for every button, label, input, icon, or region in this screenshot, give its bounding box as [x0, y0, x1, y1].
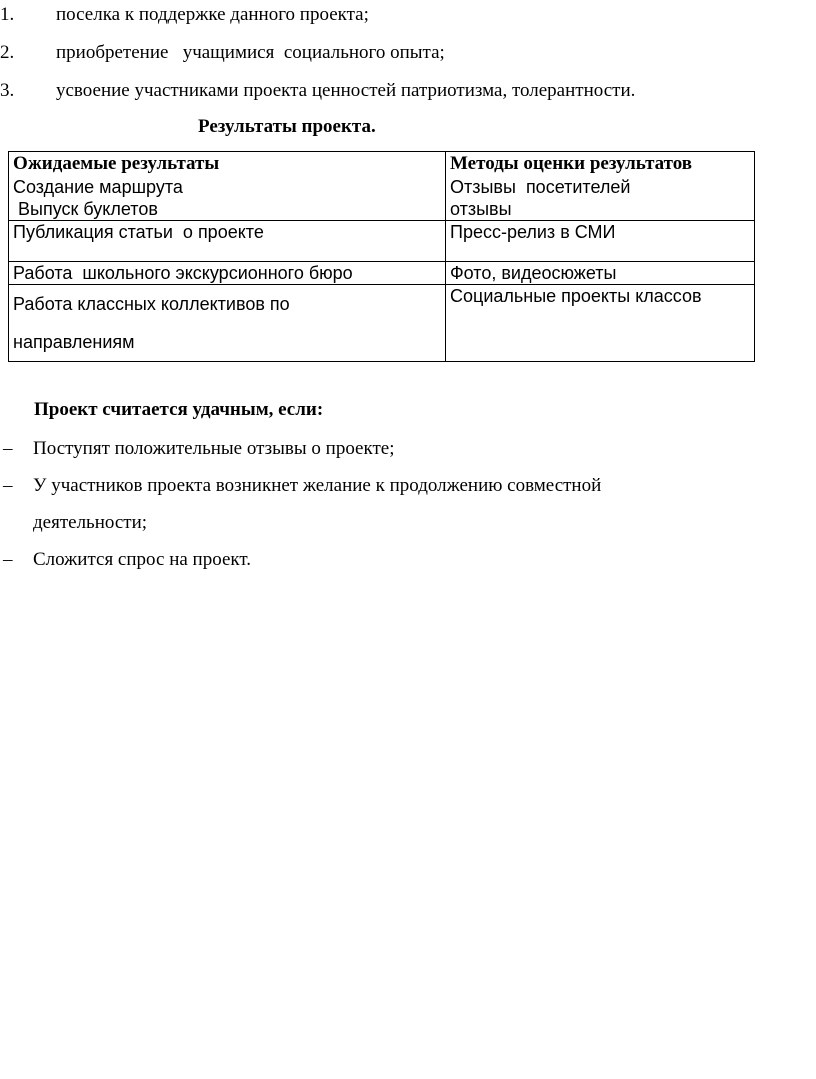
dash-bullet: –: [3, 475, 13, 496]
table-row: [9, 221, 755, 262]
list-item: [0, 467, 800, 541]
list-item: [0, 0, 800, 38]
table-cell: [9, 221, 446, 262]
list-number: 2.: [0, 42, 15, 63]
table-cell: Работа школьного экскурсионного бюро: [9, 262, 446, 285]
table-cell: Отзывы посетителей: [446, 176, 755, 198]
list-text: поселка к поддержке данного проекта;: [56, 4, 369, 25]
results-title: Результаты проекта.: [198, 116, 376, 137]
list-number: 1.: [0, 4, 15, 25]
table-row: [9, 198, 755, 221]
success-criteria-list: [0, 430, 800, 578]
list-item: [0, 541, 800, 578]
list-item: [0, 76, 800, 114]
table-cell-text: Работа классных коллективов по направлениям: [13, 294, 290, 352]
table-cell: отзывы: [446, 198, 755, 221]
list-text: У участников проекта возникнет желание к продолжению совместной деятельности;: [33, 475, 602, 533]
list-number: 3.: [0, 80, 15, 101]
table-header-row: [9, 152, 755, 177]
list-text: приобретение учащимися социального опыта;: [56, 42, 445, 63]
table-cell: Фото, видеосюжеты: [446, 262, 755, 285]
table-cell: Социальные проекты классов: [446, 285, 755, 362]
list-item: [0, 430, 800, 467]
table-cell-text: Публикация статьи о проекте: [13, 222, 264, 242]
header-expected-results: Ожидаемые результаты: [9, 152, 446, 177]
table-row: [9, 176, 755, 198]
list-text: усвоение участниками проекта ценностей патриотизма, толерантности.: [56, 80, 636, 101]
results-table: [8, 151, 755, 362]
table-cell: Создание маршрута: [9, 176, 446, 198]
table-cell: [9, 285, 446, 362]
table-cell-text: Пресс-релиз в СМИ: [450, 222, 616, 242]
table-cell: [446, 221, 755, 262]
table-row: [9, 262, 755, 285]
dash-bullet: –: [3, 438, 13, 459]
list-text: Сложится спрос на проект.: [33, 549, 251, 570]
header-evaluation-methods: Методы оценки результатов: [446, 152, 755, 177]
list-text: Поступят положительные отзывы о проекте;: [33, 438, 395, 459]
dash-bullet: –: [3, 549, 13, 570]
table-cell: Выпуск буклетов: [9, 198, 446, 221]
table-row: [9, 285, 755, 362]
numbered-list: [0, 0, 800, 114]
success-title: Проект считается удачным, если:: [34, 399, 324, 420]
list-item: [0, 38, 800, 76]
